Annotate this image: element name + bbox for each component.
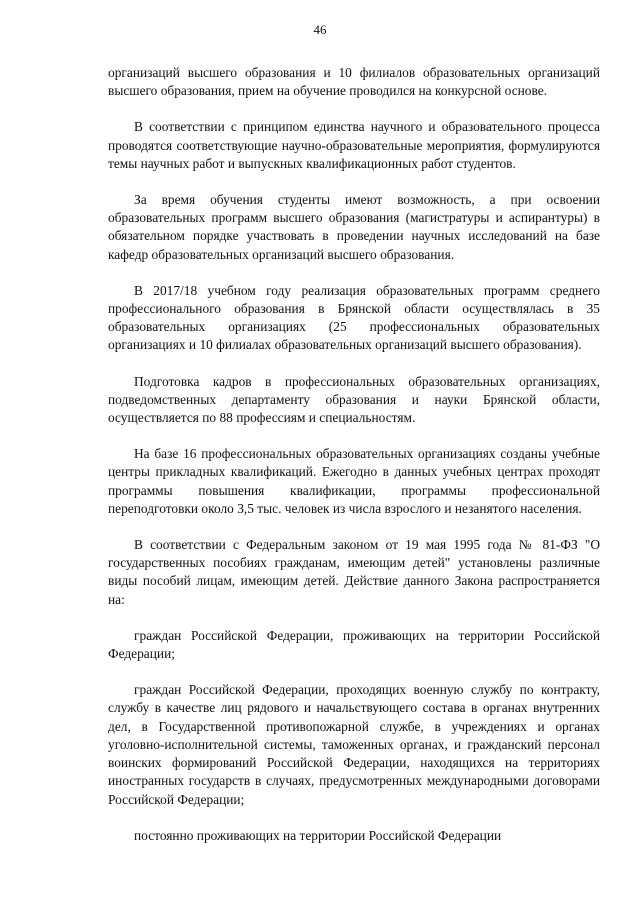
page-number: 46: [313, 22, 327, 37]
paragraph: Подготовка кадров в профессиональных образовательных организациях, подведомственных департаменту образования и науки Брянской области, осуществляется по 88 профессиям и специальностям.: [108, 373, 600, 426]
paragraph: В соответствии с принципом единства научного и образовательного процесса проводятся соответствующие научно-образовательные мероприятия, формулируются темы научных работ и выпускных квалификационных работ студентов.: [108, 119, 600, 171]
paragraph: За время обучения студенты имеют возможность, а при освоении образовательных программ высшего образования (магистратуры и аспирантуры) в обязательном порядке участвовать в проведении научных исследований на базе кафедр образовательных организаций высшего образования.: [108, 192, 600, 262]
list-item: граждан Российской Федерации, проживающих на территории Российской Федерации;: [108, 627, 600, 662]
paragraph: В 2017/18 учебном году реализация образовательных программ среднего профессионального образования в Брянской области осуществлялась в 35 образовательных организациях (25 профессиональных образовательных организациях и 10 филиалах образовательных организаций высшего образования).: [108, 282, 600, 353]
body-text: [108, 64, 600, 863]
paragraph-continued: организаций высшего образования и 10 филиалов образовательных организаций высшего образования, прием на обучение проводился на конкурсной основе.: [108, 65, 600, 99]
paragraph: В соответствии с Федеральным законом от 19 мая 1995 года № 81-ФЗ "О государственных пособиях гражданам, имеющим детей" установлены различные виды пособий лицам, имеющим детей. Действие данного Закона распространяется на:: [108, 537, 600, 607]
list-item: постоянно проживающих на территории Российской Федерации: [134, 827, 502, 843]
paragraph: На базе 16 профессиональных образовательных организациях созданы учебные центры прикладных квалификаций. Ежегодно в данных учебных центрах проходят программы повышения квалификации, программы профессиональной переподготовки около 3,5 тыс. человек из числа взрослого и незанятого населения.: [108, 446, 600, 516]
list-item: граждан Российской Федерации, проходящих военную службу по контракту, службу в качестве лиц рядового и начальствующего состава в органах внутренних дел, в Государственной противопожарной службе, в учреждениях и органах уголовно-исполнительной системы, таможенных органах, и гражданский персонал воинских формирований Российской Федерации, находящихся на территориях иностранных государств в случаях, предусмотренных международными договорами Российской Федерации;: [108, 682, 600, 807]
